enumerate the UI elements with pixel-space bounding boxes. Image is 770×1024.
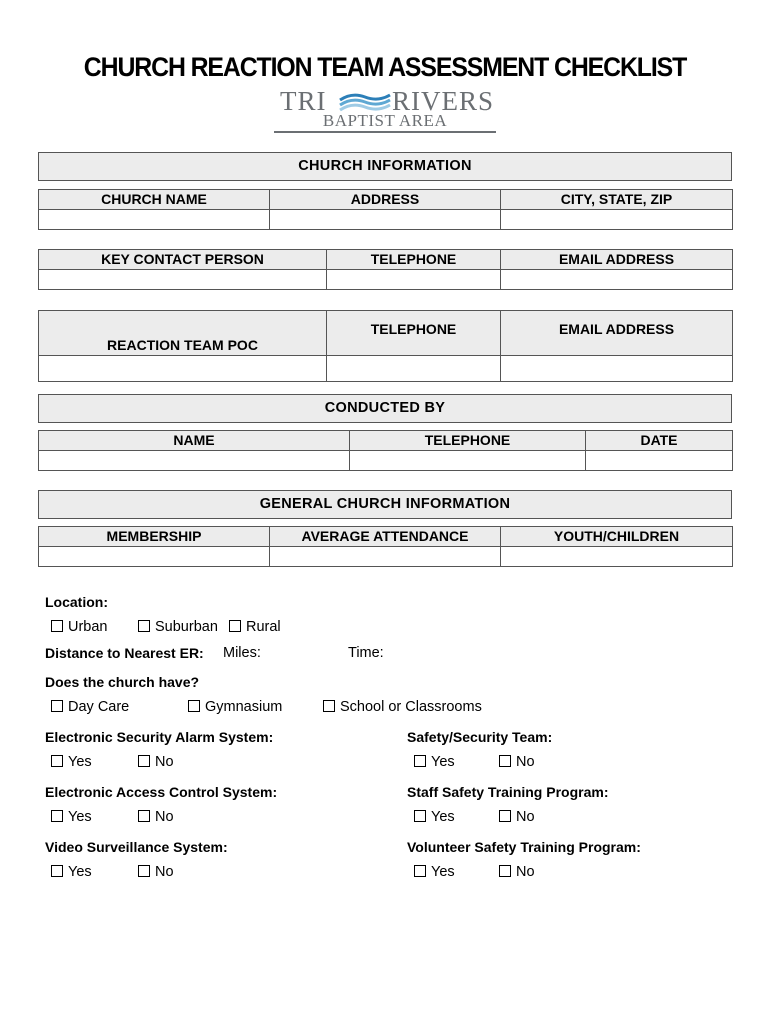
header-church-name: CHURCH NAME: [39, 190, 270, 210]
general-info-table: [38, 526, 733, 567]
access-control-yes[interactable]: Yes: [51, 809, 92, 825]
checkbox-icon[interactable]: [188, 700, 200, 712]
volunteer-training-yes[interactable]: Yes: [414, 864, 455, 880]
option-school-classrooms[interactable]: School or Classrooms: [323, 699, 482, 715]
distance-label: Distance to Nearest ER:: [45, 645, 204, 661]
option-gymnasium[interactable]: Gymnasium: [188, 699, 282, 715]
checkbox-icon[interactable]: [229, 620, 241, 632]
header-average-attendance: AVERAGE ATTENDANCE: [270, 527, 501, 547]
checkbox-icon[interactable]: [51, 810, 63, 822]
checkbox-icon[interactable]: [51, 865, 63, 877]
header-reaction-team-poc: REACTION TEAM POC: [39, 311, 327, 356]
church-have-label: Does the church have?: [45, 674, 200, 690]
address-field[interactable]: [270, 210, 501, 230]
checkbox-icon[interactable]: [499, 755, 511, 767]
checkbox-icon[interactable]: [414, 755, 426, 767]
key-contact-email-field[interactable]: [501, 270, 733, 290]
video-surveillance-yes[interactable]: Yes: [51, 864, 92, 880]
checkbox-icon[interactable]: [414, 865, 426, 877]
header-membership: MEMBERSHIP: [39, 527, 270, 547]
miles-label: Miles:: [223, 645, 261, 661]
checkbox-icon[interactable]: [138, 865, 150, 877]
security-team-yes[interactable]: Yes: [414, 754, 455, 770]
header-name: NAME: [39, 431, 350, 451]
header-address: ADDRESS: [270, 190, 501, 210]
conducted-by-table: [38, 430, 733, 471]
reaction-team-poc-field[interactable]: [39, 356, 327, 382]
option-urban[interactable]: Urban: [51, 619, 108, 635]
security-team-no[interactable]: No: [499, 754, 535, 770]
church-information-heading: CHURCH INFORMATION: [38, 152, 732, 181]
video-surveillance-no[interactable]: No: [138, 864, 174, 880]
church-name-field[interactable]: [39, 210, 270, 230]
header-poc-email: EMAIL ADDRESS: [501, 311, 733, 356]
checkbox-icon[interactable]: [51, 700, 63, 712]
checkbox-icon[interactable]: [414, 810, 426, 822]
checkbox-icon[interactable]: [499, 865, 511, 877]
option-day-care[interactable]: Day Care: [51, 699, 129, 715]
logo-rule: [274, 131, 496, 133]
checkbox-icon[interactable]: [138, 620, 150, 632]
header-telephone: TELEPHONE: [327, 250, 501, 270]
access-control-no[interactable]: No: [138, 809, 174, 825]
logo-word-rivers: RIVERS: [392, 86, 495, 116]
membership-field[interactable]: [39, 547, 270, 567]
waves-icon: [338, 91, 392, 113]
youth-children-field[interactable]: [501, 547, 733, 567]
city-state-zip-field[interactable]: [501, 210, 733, 230]
option-rural[interactable]: Rural: [229, 619, 281, 635]
alarm-yes[interactable]: Yes: [51, 754, 92, 770]
time-label: Time:: [348, 645, 384, 661]
question-access-control: Electronic Access Control System:: [45, 784, 278, 800]
key-contact-field[interactable]: [39, 270, 327, 290]
question-alarm-system: Electronic Security Alarm System:: [45, 729, 274, 745]
checkbox-icon[interactable]: [51, 620, 63, 632]
header-email: EMAIL ADDRESS: [501, 250, 733, 270]
question-video-surveillance: Video Surveillance System:: [45, 839, 228, 855]
checkbox-icon[interactable]: [51, 755, 63, 767]
question-security-team: Safety/Security Team:: [407, 729, 553, 745]
checkbox-icon[interactable]: [138, 755, 150, 767]
header-key-contact: KEY CONTACT PERSON: [39, 250, 327, 270]
church-info-table-2: [38, 249, 733, 290]
header-city-state-zip: CITY, STATE, ZIP: [501, 190, 733, 210]
header-date: DATE: [586, 431, 733, 451]
checkbox-icon[interactable]: [499, 810, 511, 822]
average-attendance-field[interactable]: [270, 547, 501, 567]
header-poc-telephone: TELEPHONE: [327, 311, 501, 356]
church-info-table-3: [38, 310, 733, 382]
checkbox-icon[interactable]: [138, 810, 150, 822]
alarm-no[interactable]: No: [138, 754, 174, 770]
header-conductor-telephone: TELEPHONE: [350, 431, 586, 451]
page-title: CHURCH REACTION TEAM ASSESSMENT CHECKLIST: [83, 52, 687, 82]
church-info-table-1: [38, 189, 733, 230]
poc-email-field[interactable]: [501, 356, 733, 382]
poc-telephone-field[interactable]: [327, 356, 501, 382]
key-contact-telephone-field[interactable]: [327, 270, 501, 290]
conductor-name-field[interactable]: [39, 451, 350, 471]
location-label: Location:: [45, 594, 108, 610]
question-staff-training: Staff Safety Training Program:: [407, 784, 609, 800]
checkbox-icon[interactable]: [323, 700, 335, 712]
conductor-telephone-field[interactable]: [350, 451, 586, 471]
date-field[interactable]: [586, 451, 733, 471]
volunteer-training-no[interactable]: No: [499, 864, 535, 880]
staff-training-no[interactable]: No: [499, 809, 535, 825]
general-church-information-heading: GENERAL CHURCH INFORMATION: [38, 490, 732, 519]
header-youth-children: YOUTH/CHILDREN: [501, 527, 733, 547]
logo-subtitle: BAPTIST AREA: [322, 111, 448, 130]
staff-training-yes[interactable]: Yes: [414, 809, 455, 825]
option-suburban[interactable]: Suburban: [138, 619, 218, 635]
question-volunteer-training: Volunteer Safety Training Program:: [407, 839, 641, 855]
logo-word-tri: TRI: [280, 86, 327, 116]
tri-rivers-logo: [274, 86, 496, 134]
conducted-by-heading: CONDUCTED BY: [38, 394, 732, 423]
